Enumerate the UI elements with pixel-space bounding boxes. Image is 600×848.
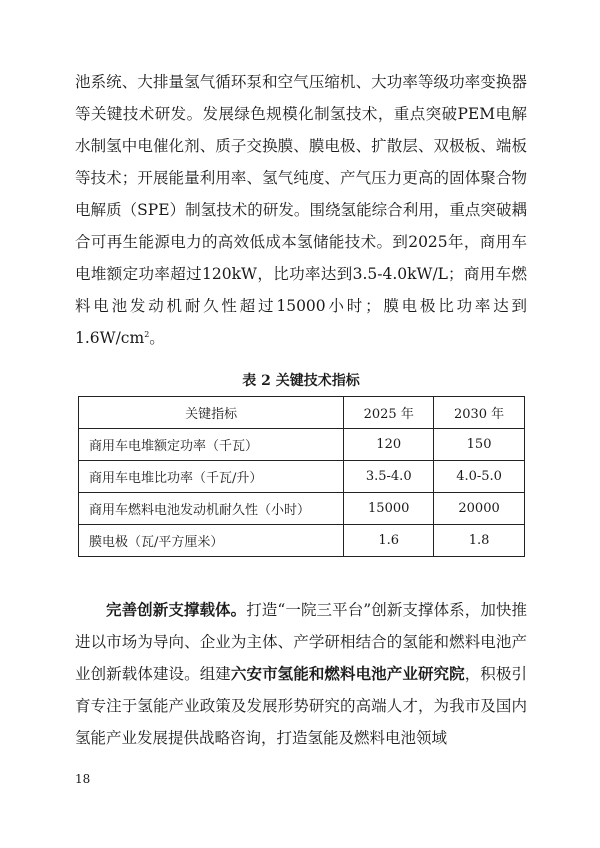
table-row bbox=[79, 461, 525, 493]
paragraph-2-lead: 完善创新支撑载体。 bbox=[106, 600, 247, 619]
paragraph-1-text: 池系统、大排量氢气循环泵和空气压缩机、大功率等级功率变换器等关键技术研发。发展绿色规模化制氢技术，重点突破PEM电解水制氢中电催化剂、质子交换膜、膜电极、扩散层、双极板、端板等技术；开展能量利用率、氢气纯度、产气压力更高的固体聚合物电解质（SPE）制氢技术的研发。围绕氢能综合利用，重点突破耦合可再生能源电力的高效低成本氢储能技术。到2025年，商用车电堆额定功率超过120kW，比功率达到3.5-4.0kW/L；商用车燃料电池发动机耐久性超过15000小时；膜电极比功率达到1.6W/cm bbox=[75, 73, 527, 347]
paragraph-2-text-b: ，积极引育专注于氢能产业政策及发展形势研究的高端人才，为我市及国内氢能产业发展提供战略咨询，打造氢能及燃料电池领域 bbox=[75, 665, 527, 747]
table-row bbox=[79, 429, 525, 461]
superscript-2: 2 bbox=[144, 329, 150, 339]
row-value-2030: 1.8 bbox=[434, 525, 525, 557]
row-indicator: 商用车电堆比功率（千瓦/升） bbox=[79, 461, 344, 493]
header-2025: 2025 年 bbox=[344, 397, 434, 429]
row-indicator: 商用车电堆额定功率（千瓦） bbox=[79, 429, 344, 461]
key-tech-table bbox=[78, 396, 525, 557]
row-value-2025: 1.6 bbox=[344, 525, 434, 557]
row-value-2030: 150 bbox=[434, 429, 525, 461]
header-2030: 2030 年 bbox=[434, 397, 525, 429]
table-header-row bbox=[79, 397, 525, 429]
row-indicator: 膜电极（瓦/平方厘米） bbox=[79, 525, 344, 557]
body-paragraph-1 bbox=[75, 66, 527, 354]
row-value-2025: 3.5-4.0 bbox=[344, 461, 434, 493]
row-value-2025: 15000 bbox=[344, 493, 434, 525]
body-paragraph-2 bbox=[75, 594, 527, 754]
row-value-2030: 4.0-5.0 bbox=[434, 461, 525, 493]
table-row bbox=[79, 493, 525, 525]
paragraph-1-end: 。 bbox=[149, 329, 165, 347]
row-value-2030: 20000 bbox=[434, 493, 525, 525]
row-value-2025: 120 bbox=[344, 429, 434, 461]
header-indicator: 关键指标 bbox=[79, 397, 344, 429]
table-caption: 表 2 关键技术指标 bbox=[242, 373, 360, 389]
table-row bbox=[79, 525, 525, 557]
research-institute-name: 六安市氢能和燃料电池产业研究院 bbox=[230, 664, 465, 683]
page-number: 18 bbox=[75, 772, 91, 786]
row-indicator: 商用车燃料电池发动机耐久性（小时） bbox=[79, 493, 344, 525]
paragraph-2-text-a: 打造“一院三平台”创新支撑体系，加快推进以市场为导向、企业为主体、产学研相结合的氢能和燃料电池产业创新载体建设。组建 bbox=[75, 601, 527, 683]
